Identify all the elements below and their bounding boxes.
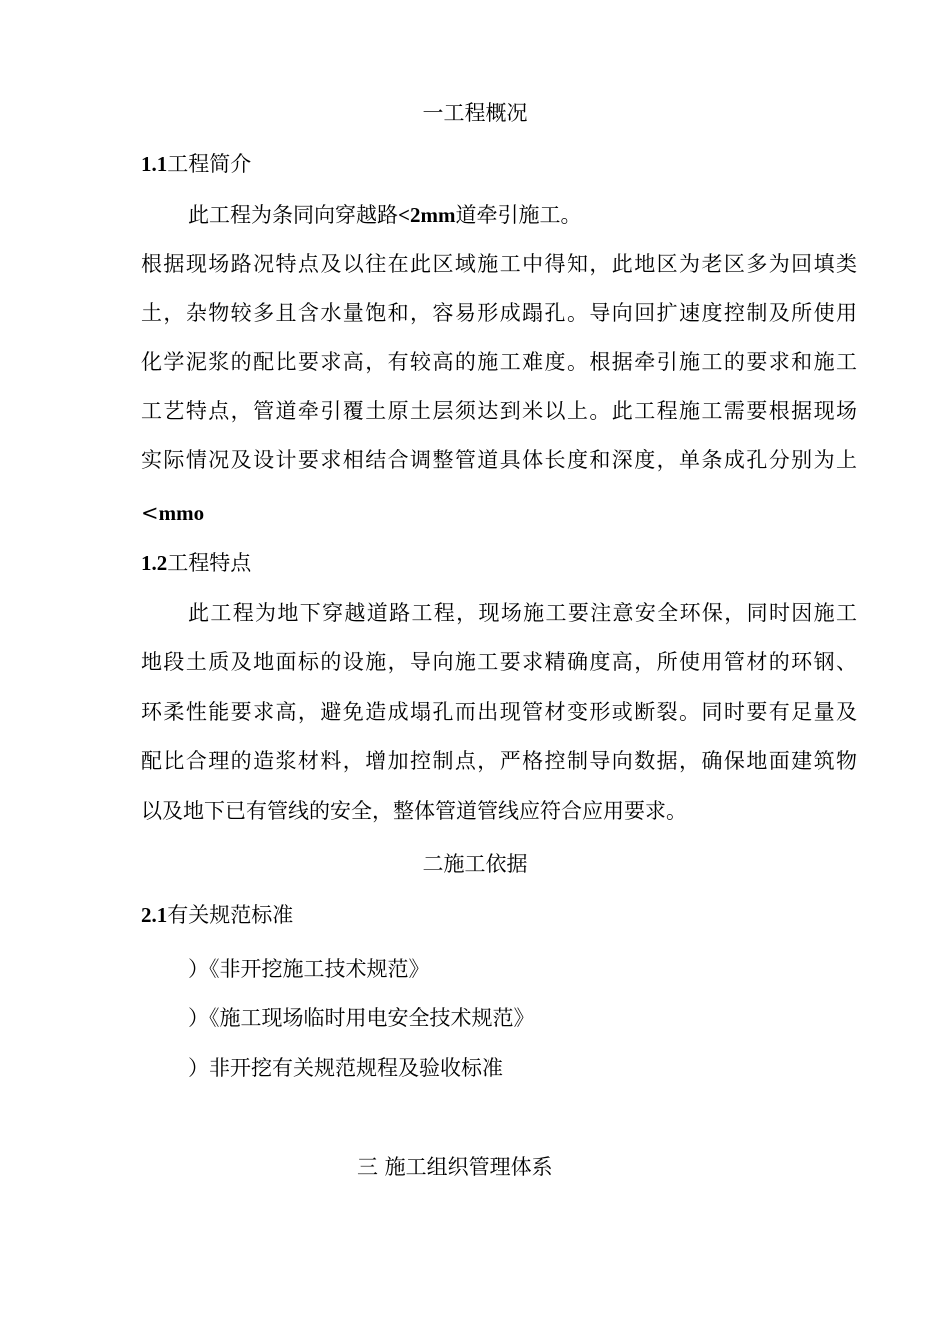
subsection-2-1: [141, 901, 857, 929]
paragraph-2-line: 工艺特点，管道牵引覆土原土层须达到米以上。此工程施工需要根据现场: [141, 399, 857, 423]
subsection-title: 工程特点: [167, 551, 252, 575]
section-heading-3: 三 施工组织管理体系: [357, 1155, 553, 1179]
list-item: ）《非开挖施工技术规范》: [188, 957, 430, 981]
paragraph-2-line: 土，杂物较多且含水量饱和，容易形成蹋孔。导向回扩速度控制及所使用: [141, 301, 857, 325]
subsection-title: 工程简介: [167, 152, 252, 176]
list-item: ）非开挖有关规范规程及验收标准: [188, 1056, 503, 1080]
paragraph-2-line: <mmo: [141, 501, 205, 525]
paragraph-3-line: 环柔性能要求高，避免造成塌孔而出现管材变形或断裂。同时要有足量及: [141, 700, 857, 724]
subsection-title: 有关规范标准: [167, 903, 294, 927]
subsection-1-2: [141, 549, 857, 577]
paragraph-2-line: 实际情况及设计要求相结合调整管道具体长度和深度，单条成孔分别为上: [141, 448, 857, 472]
subsection-number: 1.1: [141, 152, 168, 176]
section-heading-2: 二施工依据: [422, 852, 528, 876]
paragraph-2-line: 化学泥浆的配比要求高，有较高的施工难度。根据牵引施工的要求和施工: [141, 350, 857, 374]
subsection-number: 2.1: [141, 903, 168, 927]
subsection-number: 1.2: [141, 551, 168, 575]
paragraph-3-line: 以及地下已有管线的安全，整体管道管线应符合应用要求。: [141, 799, 687, 823]
paragraph-1: 此工程为条同向穿越路<2mm道牵引施工。: [188, 203, 582, 227]
paragraph-3-line: 配比合理的造浆材料，增加控制点，严格控制导向数据，确保地面建筑物: [141, 749, 857, 773]
paragraph-3-line: 地段土质及地面标的设施，导向施工要求精确度高，所使用管材的环钢、: [141, 650, 857, 674]
paragraph-3-line: 此工程为地下穿越道路工程，现场施工要注意安全环保，同时因施工: [188, 601, 857, 625]
section-heading-1: 一工程概况: [422, 101, 528, 125]
list-item: ）《施工现场临时用电安全技术规范》: [188, 1006, 535, 1030]
subsection-1-1: [141, 150, 857, 178]
paragraph-2-line: 根据现场路况特点及以往在此区域施工中得知，此地区为老区多为回填类: [141, 252, 857, 276]
